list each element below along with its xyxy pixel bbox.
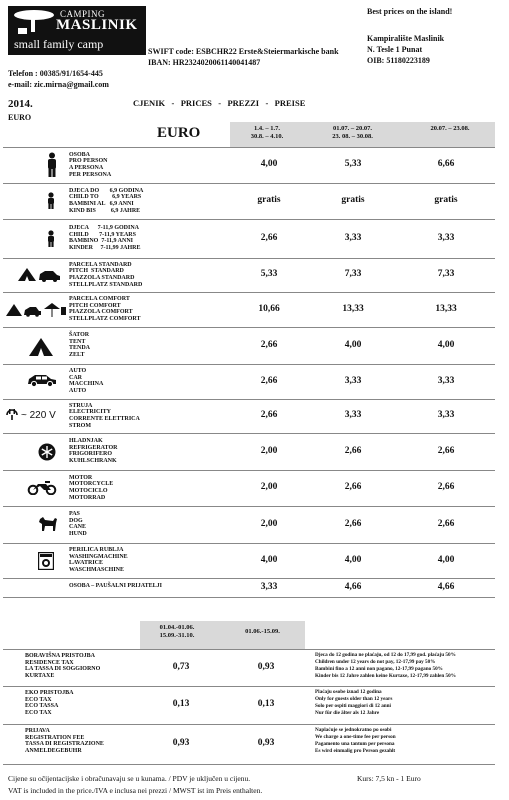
price-cell-v3: gratis bbox=[434, 195, 458, 205]
price-row bbox=[3, 470, 495, 507]
price-row bbox=[3, 543, 495, 579]
price-cell-v3: 13,33 bbox=[435, 303, 457, 314]
plug-icon bbox=[5, 407, 19, 426]
price-cell-v3: 6,66 bbox=[437, 159, 455, 169]
motorcycle-icon bbox=[27, 479, 57, 500]
season-col1-header: 1.4. – 1.7. 30.8. – 4.10. bbox=[250, 125, 284, 140]
best-prices-slogan: Best prices on the island! bbox=[367, 7, 453, 16]
price-row-label: PARCELA STANDARD PITCH STANDARD PIAZZOLA STANDARD STELLPLATZ STANDARD bbox=[69, 261, 143, 288]
exchange-rate: Kurs: 7,5 kn - 1 Euro bbox=[357, 774, 421, 783]
tax-cell-v2: 0,13 bbox=[257, 699, 275, 709]
tax-row-notes: Djeca do 12 godina ne plaćaju, od 12 do 17,99 god. plaćaju 50% Children under 12 years do not pay, 12-17,99 pay 50% Bambini fino a 12 anni non pagano, 12-17,99 pagano 50% Kinder bis 12 Jahre zahlen keine Kurtaxe, 12-17,99 zahlen 50% bbox=[315, 652, 456, 679]
price-cell-v1: 5,33 bbox=[260, 269, 278, 279]
price-row bbox=[3, 147, 495, 184]
season-col2-header: 01.07. – 20.07. 23. 08. – 30.08. bbox=[332, 125, 373, 140]
price-cell-v3: 4,00 bbox=[437, 554, 455, 565]
price-cell-v3: 3,33 bbox=[437, 232, 455, 243]
price-row-label: PERILICA RUBLJA WASHINGMACHINE LAVATRICE WASCHMASCHINE bbox=[69, 547, 128, 574]
price-cell-v2: 4,66 bbox=[344, 581, 362, 592]
price-row-label: HLADNJAK REFRIGERATOR FRIGORIFERO KUHLSCHRANK bbox=[69, 438, 118, 465]
logo-line3: small family camp bbox=[14, 37, 104, 51]
page-title: CJENIK - PRICES - PREZZI - PREISE bbox=[133, 98, 306, 108]
price-row bbox=[3, 399, 495, 434]
price-cell-v3: 3,33 bbox=[437, 410, 455, 420]
voltage-label: ~ 220 V bbox=[21, 410, 56, 421]
price-cell-v1: 10,66 bbox=[258, 303, 280, 314]
company-name: Kampiralište Maslinik bbox=[367, 34, 445, 43]
price-cell-v1: 2,00 bbox=[260, 482, 278, 492]
euro-header: EURO bbox=[157, 125, 201, 141]
swift-code: SWIFT code: ESBCHR22 Erste&Steiermarkische bank bbox=[148, 47, 339, 56]
price-cell-v2: 13,33 bbox=[342, 303, 364, 314]
price-cell-v3: 2,66 bbox=[437, 482, 455, 492]
tax-row bbox=[3, 724, 495, 765]
tax-cell-v2: 0,93 bbox=[257, 738, 275, 748]
person-icon bbox=[45, 152, 59, 183]
price-row-label: ŠATOR TENT TENDA ZELT bbox=[69, 332, 91, 359]
price-row-label: AUTO CAR MACCHINA AUTO bbox=[69, 368, 104, 395]
price-year: 2014. bbox=[8, 98, 33, 110]
price-cell-v2: 4,00 bbox=[344, 554, 362, 565]
price-cell-v1: 2,00 bbox=[260, 445, 278, 456]
iban: IBAN: HR2324020061140041487 bbox=[148, 58, 261, 67]
price-row bbox=[3, 327, 495, 365]
tax-row-notes: Naplaćuje se jednokratno po osobi We charge a one-time fee per person Pagamento una tantum per persona Es wird einmalig pro Person gezahlt bbox=[315, 727, 396, 754]
price-row bbox=[3, 219, 495, 259]
price-cell-v2: 3,33 bbox=[344, 410, 362, 420]
tax-cell-v2: 0,93 bbox=[257, 661, 275, 672]
phone-number: Telefon : 00385/91/1654-445 bbox=[8, 69, 103, 78]
price-row-label: PAS DOG CANE HUND bbox=[69, 511, 87, 538]
footer-note-hr: Cijene su očijentacijske i obračunavaju se u kunama. / PDV je uključen u cijenu. bbox=[8, 774, 251, 783]
price-cell-v3: 2,66 bbox=[437, 445, 455, 456]
price-cell-v2: 7,33 bbox=[344, 269, 362, 279]
price-cell-v1: 2,00 bbox=[260, 518, 278, 529]
tax-row-label: EKO PRISTOJBA ECO TAX ECO TASSA ECO TAX bbox=[25, 690, 74, 716]
price-cell-v1: 2,66 bbox=[260, 339, 278, 350]
price-row bbox=[3, 258, 495, 293]
price-row bbox=[3, 433, 495, 471]
price-cell-v1: 2,66 bbox=[260, 410, 278, 420]
car-icon bbox=[27, 373, 57, 392]
child-icon bbox=[46, 230, 56, 253]
price-cell-v3: 2,66 bbox=[437, 518, 455, 529]
price-cell-v3: 4,66 bbox=[437, 581, 455, 592]
price-row-label: DJECA 7-11,9 GODINA CHILD 7-11,9 YEARS BAMBINO 7-11,9 ANNI KINDER 7-11,99 JAHRE bbox=[69, 225, 141, 252]
child-icon bbox=[46, 192, 56, 215]
price-cell-v2: gratis bbox=[341, 195, 365, 205]
price-cell-v2: 2,66 bbox=[344, 445, 362, 456]
tax-row-notes: Plaćaju osobe iznad 12 godina Only for guests older than 12 years Solo per ospiti maggiori di 12 anni Nur für die älter als 12 Jahre bbox=[315, 689, 393, 716]
price-cell-v1: 3,33 bbox=[260, 581, 278, 592]
price-cell-v2: 3,33 bbox=[344, 232, 362, 243]
snowflake-icon bbox=[38, 443, 56, 466]
tax-row bbox=[3, 649, 495, 687]
tree-icon bbox=[12, 8, 56, 36]
logo-line2: MASLINIK bbox=[56, 17, 138, 33]
price-cell-v1: gratis bbox=[257, 195, 281, 205]
tent-car-icon bbox=[17, 266, 61, 287]
price-cell-v1: 4,00 bbox=[260, 554, 278, 565]
price-row-label: OSOBA – PAUŠALNI PRIJATELJI bbox=[69, 583, 162, 589]
logo-line1: CAMPING bbox=[60, 9, 106, 19]
price-row bbox=[3, 292, 495, 328]
email-address: e-mail: zic.mirna@gmail.com bbox=[8, 80, 109, 89]
price-row-label: STRUJA ELECTRICITY CORRENTE ELETTRICA STROM bbox=[69, 402, 140, 429]
tent-icon bbox=[28, 337, 54, 362]
comfort-pitch-icon bbox=[5, 301, 67, 322]
tax-cell-v1: 0,73 bbox=[172, 661, 190, 672]
camp-logo bbox=[8, 6, 146, 55]
company-oib: OIB: 51180223189 bbox=[367, 56, 430, 65]
footer-note-vat: VAT is included in the price./IVA e inclusa nei prezzi / MWST ist im Preis enthalten. bbox=[8, 786, 263, 795]
tax-col1-header: 01.04.-01.06. 15.09.-31.10. bbox=[159, 624, 195, 639]
tax-col2-header: 01.06.-15.09. bbox=[245, 628, 280, 635]
price-cell-v3: 3,33 bbox=[437, 375, 455, 386]
price-cell-v3: 7,33 bbox=[437, 269, 455, 279]
price-cell-v3: 4,00 bbox=[437, 339, 455, 350]
tax-row-label: PRIJAVA REGISTRATION FEE TASSA DI REGISTRAZIONE ANMELDEGEBUHR bbox=[25, 728, 104, 754]
price-row bbox=[3, 183, 495, 220]
price-cell-v2: 2,66 bbox=[344, 518, 362, 529]
price-row-label: PARCELA COMFORT PITCH COMFORT PIAZZOLA COMFORT STELLPLATZ COMFORT bbox=[69, 296, 141, 323]
tax-row-label: BORAVIŠNA PRISTOJBA RESIDENCE TAX LA TASSA DI SOGGIORNO KURTAXE bbox=[25, 653, 101, 679]
price-row-label: MOTOR MOTORCYCLE MOTOCICLO MOTORRAD bbox=[69, 474, 114, 501]
season-col3-header: 20.07. – 23.08. bbox=[430, 125, 470, 132]
price-cell-v2: 4,00 bbox=[344, 339, 362, 350]
currency-label: EURO bbox=[8, 113, 32, 122]
price-cell-v1: 2,66 bbox=[260, 375, 278, 386]
price-cell-v2: 5,33 bbox=[344, 159, 362, 169]
dog-icon bbox=[38, 516, 58, 537]
price-row bbox=[3, 578, 495, 598]
company-address: N. Tesle 1 Punat bbox=[367, 45, 423, 54]
price-row-label: DJECA DO 6,9 GODINA CHILD TO 6,9 YEARS BAMBINI AL 6,9 ANNI KIND BIS 6,9 JAHRE bbox=[69, 187, 144, 214]
tax-cell-v1: 0,93 bbox=[172, 738, 190, 748]
washing-machine-icon bbox=[38, 552, 54, 575]
price-row-label: OSOBA PRO PERSON A PERSONA PER PERSONA bbox=[69, 151, 112, 178]
tax-row bbox=[3, 686, 495, 725]
price-row bbox=[3, 364, 495, 400]
price-cell-v1: 4,00 bbox=[260, 159, 278, 169]
tax-cell-v1: 0,13 bbox=[172, 699, 190, 709]
price-cell-v2: 2,66 bbox=[344, 482, 362, 492]
price-cell-v1: 2,66 bbox=[260, 232, 278, 243]
price-cell-v2: 3,33 bbox=[344, 375, 362, 386]
price-row bbox=[3, 506, 495, 544]
